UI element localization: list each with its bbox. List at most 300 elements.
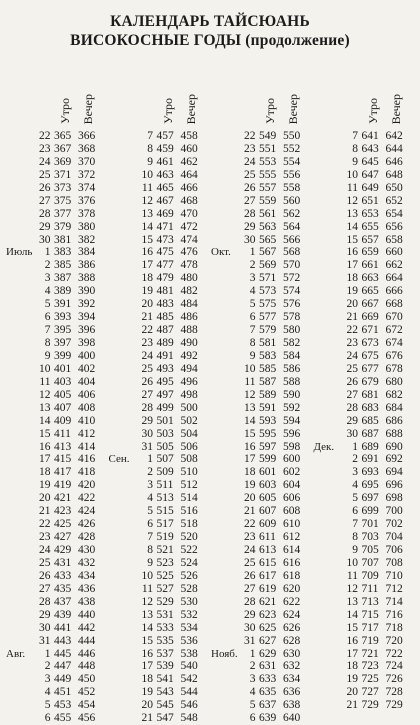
evening-value: 434	[78, 569, 96, 582]
morning-value: 383	[54, 246, 72, 259]
morning-value: 521	[156, 544, 174, 556]
day-number: 20	[244, 492, 256, 505]
evening-value: 408	[78, 401, 96, 414]
morning-value: 709	[361, 569, 379, 582]
evening-value: 410	[78, 414, 96, 427]
morning-value: 371	[54, 168, 72, 181]
table-row	[6, 363, 109, 376]
morning-value: 549	[259, 130, 277, 142]
morning-value: 625	[259, 621, 277, 634]
morning-value: 373	[54, 181, 72, 194]
evening-value: 496	[180, 375, 198, 388]
day-number: 8	[147, 142, 153, 155]
column-header	[109, 56, 212, 130]
morning-value: 449	[54, 673, 72, 686]
evening-value: 654	[385, 207, 403, 220]
day-number: 22	[244, 130, 256, 142]
day-number: 9	[352, 155, 358, 168]
table-row	[109, 596, 212, 609]
evening-value: 552	[283, 142, 301, 155]
day-number: 11	[346, 569, 358, 582]
table-row	[6, 505, 109, 518]
evening-value: 658	[385, 233, 403, 246]
evening-value: 414	[78, 440, 96, 453]
morning-value: 641	[361, 130, 379, 142]
morning-value: 661	[361, 259, 379, 272]
day-number: 11	[346, 181, 358, 194]
table-row	[314, 195, 417, 208]
day-number: 12	[141, 194, 153, 207]
morning-value: 607	[259, 505, 277, 518]
table-row	[109, 182, 212, 195]
evening-value: 722	[385, 647, 403, 660]
day-number: 15	[39, 427, 51, 440]
table-row	[6, 596, 109, 609]
day-number: 24	[244, 544, 256, 556]
evening-value: 626	[283, 621, 301, 634]
morning-value: 407	[54, 401, 72, 414]
morning-value: 591	[259, 401, 277, 414]
evening-value: 500	[180, 401, 198, 414]
evening-value: 674	[385, 337, 403, 349]
evening-value: 540	[180, 660, 198, 673]
evening-header: Вечер	[286, 93, 300, 124]
table-row	[109, 415, 212, 428]
evening-value: 608	[283, 505, 301, 518]
morning-value: 547	[156, 712, 174, 725]
table-row	[6, 635, 109, 648]
table-row	[6, 686, 109, 699]
table-row	[211, 195, 314, 208]
day-number: 18	[141, 673, 153, 686]
morning-header: Утро	[160, 98, 175, 124]
table-row	[6, 453, 109, 466]
day-number: 21	[244, 505, 256, 518]
day-number: 5	[352, 492, 358, 505]
table-row	[211, 402, 314, 415]
morning-value: 635	[259, 686, 277, 699]
morning-value: 603	[259, 479, 277, 492]
evening-value: 538	[180, 647, 198, 660]
table-row	[211, 285, 314, 298]
table-row	[6, 441, 109, 454]
evening-value: 592	[283, 401, 301, 414]
evening-value: 582	[283, 337, 301, 349]
morning-value: 711	[361, 582, 379, 595]
morning-value: 551	[259, 142, 277, 155]
table-row	[211, 298, 314, 311]
morning-value: 437	[54, 595, 72, 608]
morning-value: 397	[54, 337, 72, 349]
day-number: 8	[352, 142, 358, 155]
day-number: 25	[39, 556, 51, 569]
day-number: 3	[44, 673, 51, 686]
evening-value: 450	[78, 673, 96, 686]
morning-value: 569	[259, 259, 277, 272]
evening-value: 682	[385, 388, 403, 401]
evening-value: 564	[283, 220, 301, 233]
morning-value: 655	[361, 220, 379, 233]
table-row	[314, 221, 417, 234]
evening-value: 438	[78, 595, 96, 608]
morning-value: 411	[54, 427, 71, 440]
evening-value: 372	[78, 168, 96, 181]
table-row	[314, 337, 417, 350]
table-row	[6, 130, 109, 143]
evening-value: 692	[385, 453, 403, 466]
table-row	[211, 531, 314, 544]
day-number: 26	[39, 181, 51, 194]
page-subtitle: ВИСОКОСНЫЕ ГОДЫ (продолжение)	[70, 32, 350, 49]
evening-value: 458	[180, 130, 198, 142]
morning-value: 471	[156, 220, 174, 233]
day-number: 20	[39, 492, 51, 505]
evening-value: 718	[385, 621, 403, 634]
table-row	[6, 622, 109, 635]
day-number: 11	[141, 582, 153, 595]
table-row	[314, 660, 417, 673]
morning-value: 463	[156, 168, 174, 181]
evening-value: 508	[180, 453, 198, 466]
evening-value: 630	[283, 647, 301, 660]
morning-value: 639	[259, 712, 277, 725]
evening-value: 560	[283, 194, 301, 207]
morning-value: 447	[54, 660, 72, 673]
day-number: 4	[352, 479, 358, 492]
table-row	[6, 531, 109, 544]
table-row	[211, 479, 314, 492]
day-number: 16	[39, 440, 51, 453]
day-number: 18	[346, 272, 358, 285]
day-number: 29	[39, 220, 51, 233]
morning-value: 577	[259, 311, 277, 324]
day-number: 7	[147, 531, 153, 544]
morning-value: 499	[156, 401, 174, 414]
morning-value: 381	[54, 233, 72, 246]
day-number: 27	[39, 194, 51, 207]
evening-value: 404	[78, 375, 96, 388]
table-row	[109, 130, 212, 143]
evening-value: 612	[283, 531, 301, 544]
evening-value: 546	[180, 699, 198, 712]
table-row	[6, 428, 109, 441]
evening-value: 566	[283, 233, 301, 246]
day-number: 24	[39, 155, 51, 168]
evening-value: 456	[78, 712, 96, 725]
morning-value: 497	[156, 388, 174, 401]
evening-value: 440	[78, 608, 96, 621]
morning-value: 405	[54, 388, 72, 401]
table-row	[6, 415, 109, 428]
evening-value: 678	[385, 362, 403, 375]
day-number: 23	[39, 142, 51, 155]
morning-value: 605	[259, 492, 277, 505]
table-row	[314, 583, 417, 596]
column-header	[314, 56, 417, 130]
table-row	[6, 311, 109, 324]
evening-value: 694	[385, 466, 403, 479]
morning-value: 491	[156, 349, 174, 362]
table-row	[314, 389, 417, 402]
morning-value: 459	[156, 142, 174, 155]
table-row	[211, 143, 314, 156]
evening-value: 522	[180, 544, 198, 556]
day-number: 5	[249, 699, 256, 712]
evening-value: 528	[180, 582, 198, 595]
table-row	[314, 156, 417, 169]
morning-value: 659	[361, 246, 379, 259]
morning-value: 433	[54, 569, 72, 582]
table-row	[109, 428, 212, 441]
morning-value: 515	[156, 505, 174, 518]
column-header	[6, 56, 109, 130]
table-row	[314, 350, 417, 363]
evening-value: 634	[283, 673, 301, 686]
table-row	[211, 583, 314, 596]
table-row	[211, 272, 314, 285]
morning-value: 387	[54, 272, 72, 285]
table-row	[109, 660, 212, 673]
evening-value: 686	[385, 414, 403, 427]
day-number: 13	[244, 401, 256, 414]
evening-value: 570	[283, 259, 301, 272]
morning-header: Утро	[58, 98, 72, 124]
evening-value: 494	[180, 362, 198, 375]
morning-value: 419	[54, 479, 72, 492]
morning-value: 703	[361, 531, 379, 544]
morning-value: 561	[259, 207, 277, 220]
morning-value: 475	[156, 246, 174, 259]
morning-value: 545	[156, 699, 174, 712]
evening-value: 400	[78, 349, 96, 362]
table-row	[109, 570, 212, 583]
day-number: 29	[39, 608, 51, 621]
table-row	[211, 324, 314, 337]
table-row	[211, 518, 314, 531]
morning-value: 629	[259, 647, 277, 660]
evening-value: 486	[180, 311, 198, 324]
day-number: 6	[147, 518, 153, 531]
evening-value: 468	[180, 194, 198, 207]
morning-value: 503	[156, 427, 174, 440]
morning-value: 707	[361, 556, 379, 569]
day-number: 1	[44, 246, 51, 259]
morning-value: 601	[259, 466, 277, 479]
table-row	[109, 311, 212, 324]
morning-value: 719	[361, 634, 379, 647]
day-number: 4	[147, 492, 153, 505]
day-number: 23	[244, 531, 256, 544]
day-number: 27	[346, 388, 358, 401]
morning-value: 651	[361, 194, 379, 207]
table-row	[211, 648, 314, 661]
evening-value: 576	[283, 298, 301, 311]
evening-value: 374	[78, 181, 96, 194]
evening-value: 388	[78, 272, 96, 285]
table-row	[6, 712, 109, 725]
morning-value: 571	[259, 272, 277, 285]
table-row	[6, 285, 109, 298]
table-row	[211, 570, 314, 583]
table-row	[211, 363, 314, 376]
evening-value: 666	[385, 285, 403, 298]
morning-value: 465	[156, 181, 174, 194]
evening-value: 606	[283, 492, 301, 505]
day-number: 10	[346, 168, 358, 181]
evening-value: 426	[78, 518, 96, 531]
evening-value: 660	[385, 246, 403, 259]
day-number: 28	[39, 595, 51, 608]
evening-value: 482	[180, 285, 198, 298]
evening-value: 484	[180, 298, 198, 311]
evening-value: 544	[180, 686, 198, 699]
evening-value: 586	[283, 362, 301, 375]
day-number: 13	[346, 595, 358, 608]
evening-value: 384	[78, 246, 96, 259]
table-row	[109, 505, 212, 518]
morning-value: 555	[259, 168, 277, 181]
morning-value: 685	[361, 414, 379, 427]
table-row	[314, 130, 417, 143]
table-row	[211, 622, 314, 635]
evening-value: 668	[385, 298, 403, 311]
morning-value: 421	[54, 492, 72, 505]
day-number: 12	[346, 194, 358, 207]
evening-value: 646	[385, 155, 403, 168]
day-number: 14	[141, 220, 153, 233]
morning-value: 505	[156, 440, 174, 453]
morning-value: 565	[259, 233, 277, 246]
day-number: 16	[244, 440, 256, 453]
day-number: 16	[346, 246, 358, 259]
day-number: 19	[346, 673, 358, 686]
day-number: 15	[141, 233, 153, 246]
table-row	[314, 648, 417, 661]
table-row	[109, 285, 212, 298]
evening-value: 622	[283, 595, 301, 608]
morning-value: 663	[361, 272, 379, 285]
table-row	[109, 712, 212, 725]
evening-value: 530	[180, 595, 198, 608]
table-row	[109, 699, 212, 712]
day-number: 23	[244, 142, 256, 155]
evening-value: 650	[385, 181, 403, 194]
morning-value: 431	[54, 556, 72, 569]
day-number: 13	[39, 401, 51, 414]
morning-value: 485	[156, 311, 174, 324]
morning-value: 365	[54, 130, 72, 142]
calendar-block	[109, 56, 212, 725]
table-row	[314, 635, 417, 648]
table-row	[314, 505, 417, 518]
morning-value: 393	[54, 311, 72, 324]
evening-value: 584	[283, 349, 301, 362]
table-row	[211, 453, 314, 466]
month-label: Сен.	[108, 453, 130, 466]
table-row	[211, 544, 314, 557]
morning-value: 467	[156, 194, 174, 207]
table-row	[6, 466, 109, 479]
morning-value: 379	[54, 220, 72, 233]
evening-value: 506	[180, 440, 198, 453]
morning-value: 669	[361, 311, 379, 324]
calendar-block	[314, 56, 417, 725]
morning-value: 573	[259, 285, 277, 298]
column-header	[211, 56, 314, 130]
evening-value: 688	[385, 427, 403, 440]
table-row	[6, 402, 109, 415]
morning-value: 609	[259, 518, 277, 531]
evening-value: 548	[180, 712, 198, 725]
evening-value: 472	[180, 220, 198, 233]
morning-value: 691	[361, 453, 379, 466]
day-number: 25	[39, 168, 51, 181]
morning-value: 567	[259, 246, 277, 259]
day-number: 16	[141, 246, 153, 259]
evening-value: 454	[78, 699, 96, 712]
table-row	[314, 376, 417, 389]
evening-value: 466	[180, 181, 198, 194]
morning-value: 483	[156, 298, 174, 311]
evening-value: 620	[283, 582, 301, 595]
morning-value: 579	[259, 324, 277, 337]
day-number: 10	[346, 556, 358, 569]
day-number: 12	[39, 388, 51, 401]
day-number: 14	[39, 414, 51, 427]
evening-value: 492	[180, 349, 198, 362]
table-row	[6, 673, 109, 686]
morning-value: 389	[54, 285, 72, 298]
day-number: 3	[352, 466, 358, 479]
morning-value: 717	[361, 621, 379, 634]
evening-value: 712	[385, 582, 403, 595]
month-label: Окт.	[211, 246, 231, 259]
morning-value: 693	[361, 466, 379, 479]
day-number: 30	[39, 233, 51, 246]
day-number: 1	[249, 647, 256, 660]
morning-value: 541	[156, 673, 174, 686]
morning-value: 671	[361, 324, 379, 337]
evening-value: 618	[283, 569, 301, 582]
morning-value: 593	[259, 414, 277, 427]
day-number: 22	[39, 518, 51, 531]
evening-value: 376	[78, 194, 96, 207]
day-number: 22	[346, 324, 358, 337]
day-number: 10	[141, 569, 153, 582]
morning-value: 615	[259, 556, 277, 569]
morning-value: 441	[54, 621, 72, 634]
day-number: 9	[249, 349, 256, 362]
evening-value: 594	[283, 414, 301, 427]
table-row	[109, 169, 212, 182]
evening-value: 452	[78, 686, 96, 699]
table-row	[6, 259, 109, 272]
table-row	[211, 350, 314, 363]
day-number: 11	[39, 375, 51, 388]
day-number: 15	[346, 621, 358, 634]
morning-value: 595	[259, 427, 277, 440]
table-row	[211, 389, 314, 402]
table-row	[211, 259, 314, 272]
morning-value: 683	[361, 401, 379, 414]
day-number: 2	[249, 660, 256, 673]
evening-header: Вечер	[183, 93, 198, 124]
day-number: 1	[249, 246, 256, 259]
morning-value: 525	[156, 569, 174, 582]
day-number: 2	[147, 466, 153, 479]
evening-value: 610	[283, 518, 301, 531]
morning-value: 429	[54, 544, 72, 556]
